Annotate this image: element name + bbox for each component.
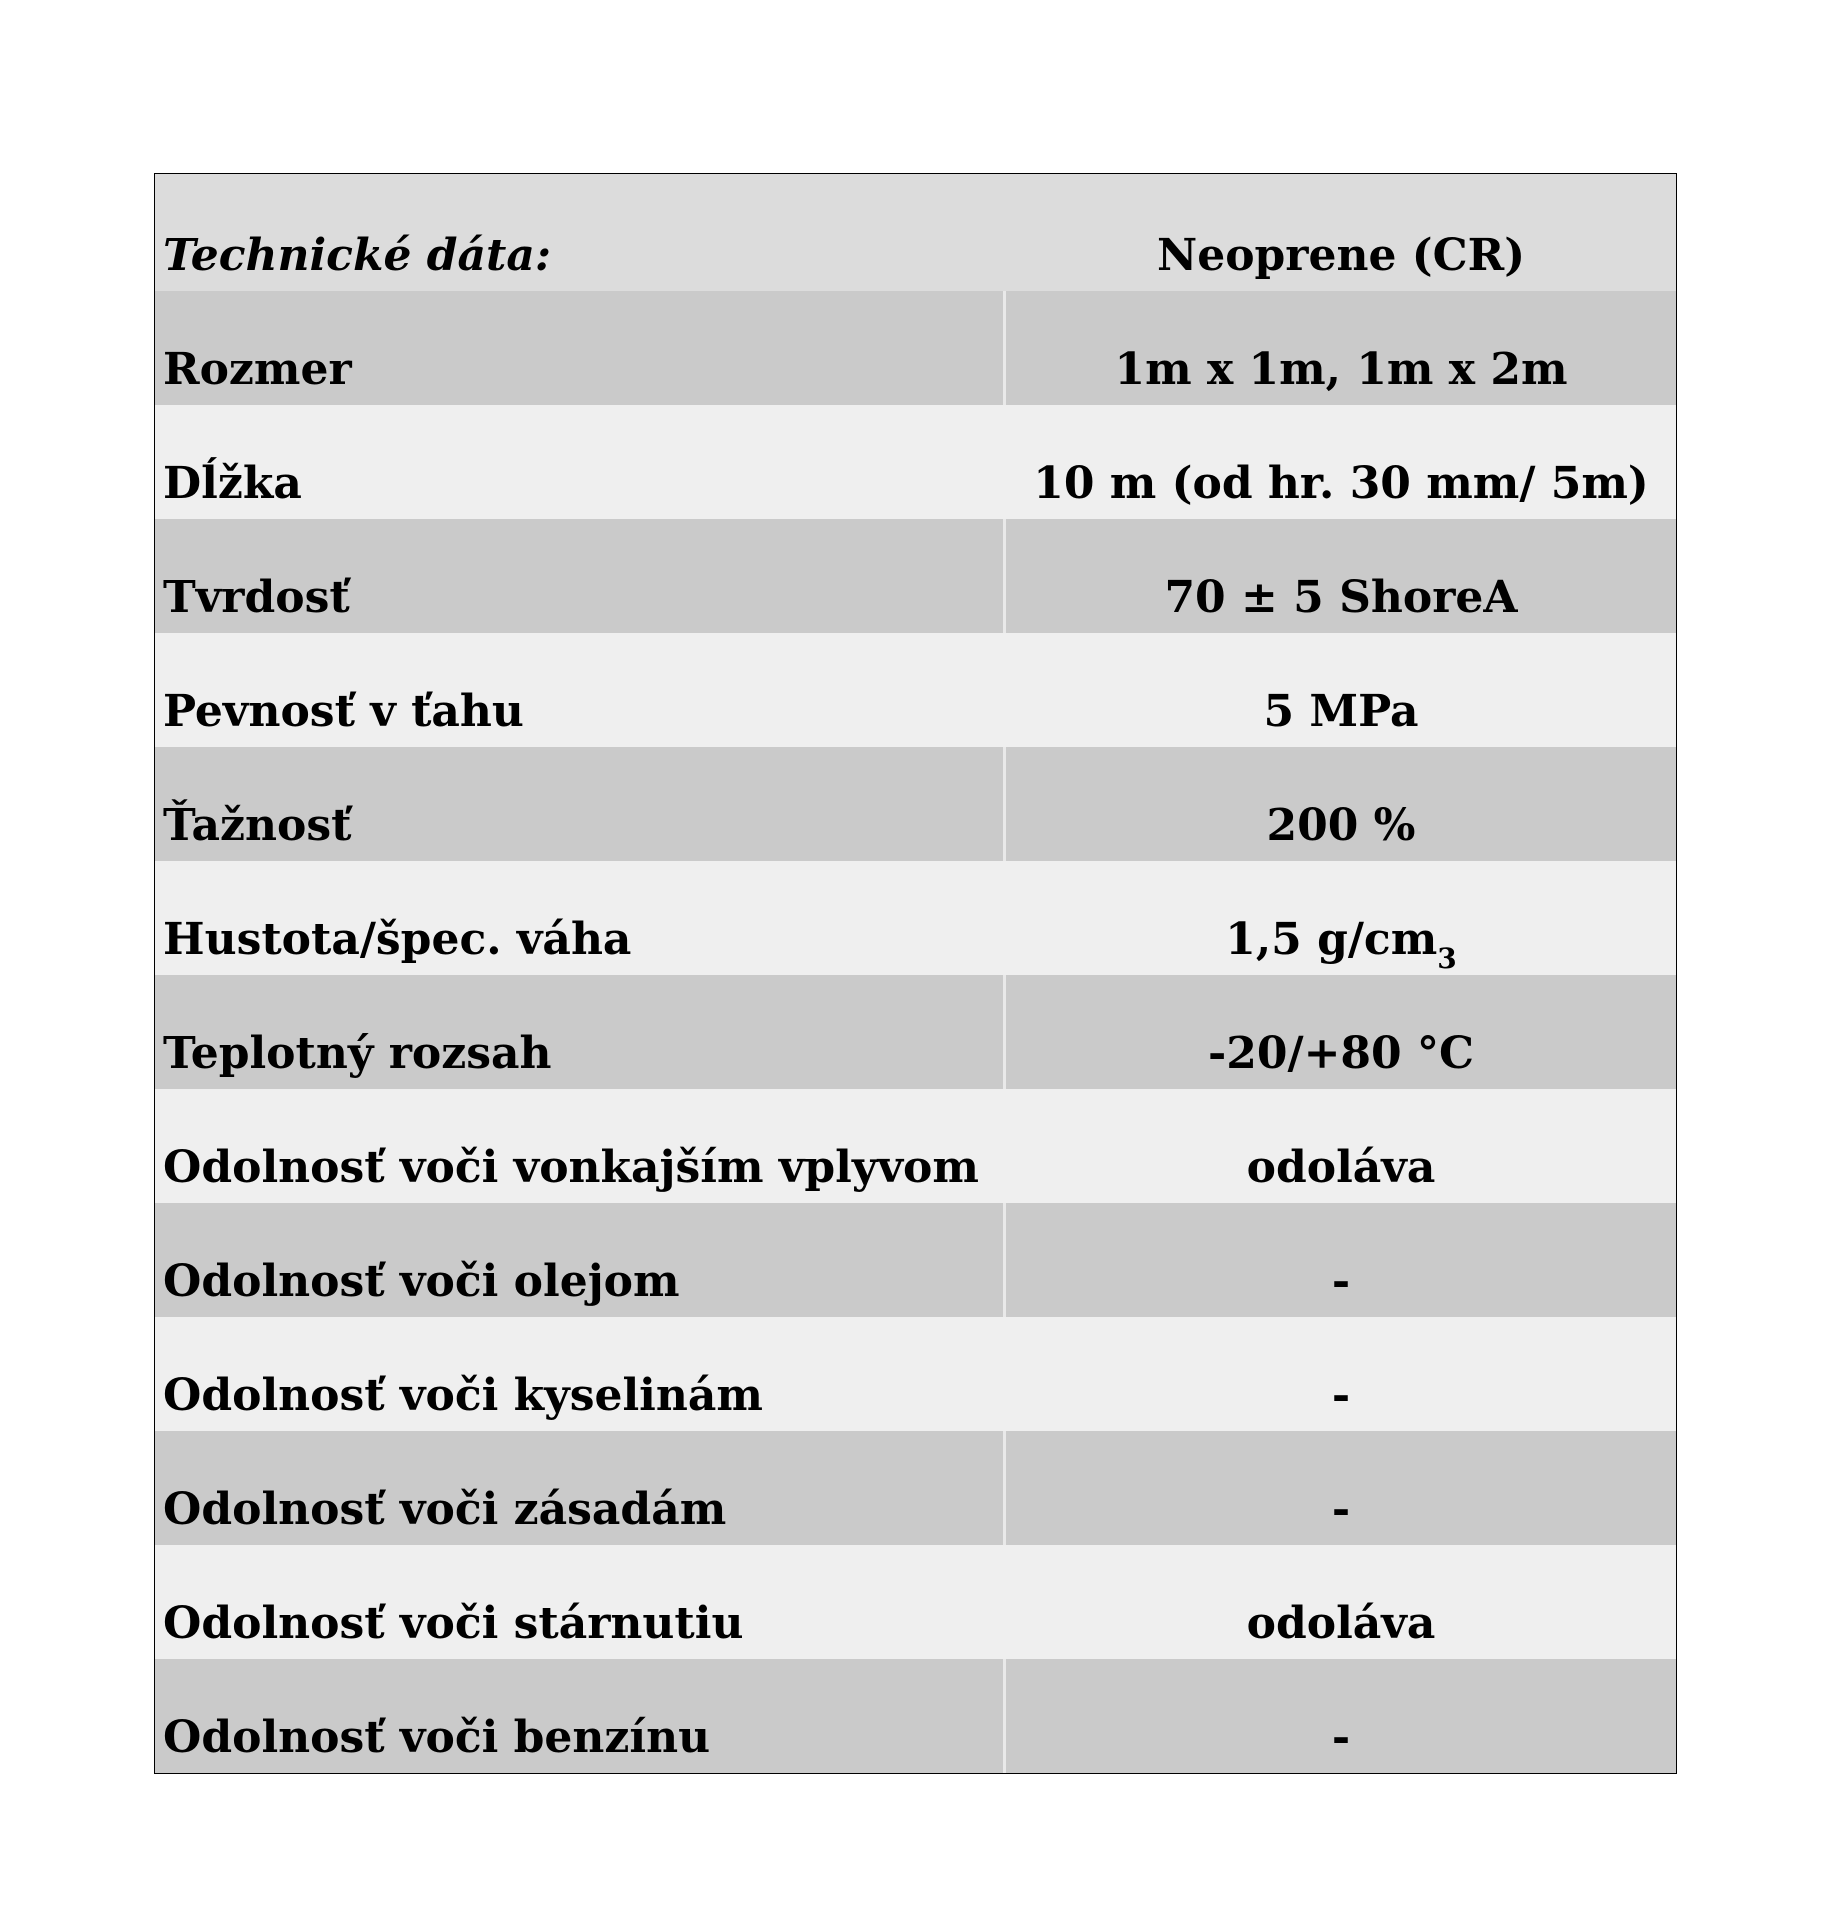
row-value: - — [1331, 1712, 1351, 1763]
row-value: odoláva — [1246, 1142, 1436, 1193]
row-label: Odolnosť voči olejom — [155, 1203, 1006, 1317]
table-row — [155, 1203, 1676, 1317]
table-row — [155, 1317, 1676, 1431]
row-label: Ťažnosť — [155, 747, 1006, 861]
row-label: Odolnosť voči vonkajším vplyvom — [155, 1089, 1006, 1203]
density-value-text: 1,5 g/cm — [1225, 914, 1438, 965]
row-value: - — [1331, 1484, 1351, 1535]
row-label: Odolnosť voči stárnutiu — [155, 1545, 1006, 1659]
header-label: Technické dáta: — [155, 174, 1006, 291]
row-value: 5 MPa — [1263, 686, 1419, 737]
table-row — [155, 405, 1676, 519]
row-value: 70 ± 5 ShoreA — [1164, 572, 1518, 623]
row-label: Tvrdosť — [155, 519, 1006, 633]
table-row — [155, 1659, 1676, 1773]
table-row — [155, 519, 1676, 633]
table-row — [155, 1431, 1676, 1545]
row-value: - — [1331, 1370, 1351, 1421]
row-label: Pevnosť v ťahu — [155, 633, 1006, 747]
row-value: -20/+80 °C — [1208, 1028, 1474, 1079]
row-label: Rozmer — [155, 291, 1006, 405]
table-header-row — [155, 174, 1676, 291]
row-value: 10 m (od hr. 30 mm/ 5m) — [1033, 458, 1649, 509]
row-label: Odolnosť voči zásadám — [155, 1431, 1006, 1545]
row-value: odoláva — [1246, 1598, 1436, 1649]
row-label: Odolnosť voči kyselinám — [155, 1317, 1006, 1431]
table-row — [155, 633, 1676, 747]
header-material: Neoprene (CR) — [1156, 230, 1526, 281]
row-label: Teplotný rozsah — [155, 975, 1006, 1089]
row-value: - — [1331, 1256, 1351, 1307]
row-value-density: 1,5 g/cm $^3$ — [1225, 914, 1457, 975]
technical-data-table — [154, 173, 1677, 1774]
table-row — [155, 1545, 1676, 1659]
table-row — [155, 975, 1676, 1089]
table-row — [155, 861, 1676, 975]
row-label: Hustota/špec. váha — [155, 861, 1006, 975]
row-label: Dĺžka — [155, 405, 1006, 519]
table-row — [155, 291, 1676, 405]
table-row — [155, 747, 1676, 861]
table-row — [155, 1089, 1676, 1203]
row-label: Odolnosť voči benzínu — [155, 1659, 1006, 1773]
row-value: 200 % — [1266, 800, 1416, 851]
row-value: 1m x 1m, 1m x 2m — [1114, 344, 1568, 395]
